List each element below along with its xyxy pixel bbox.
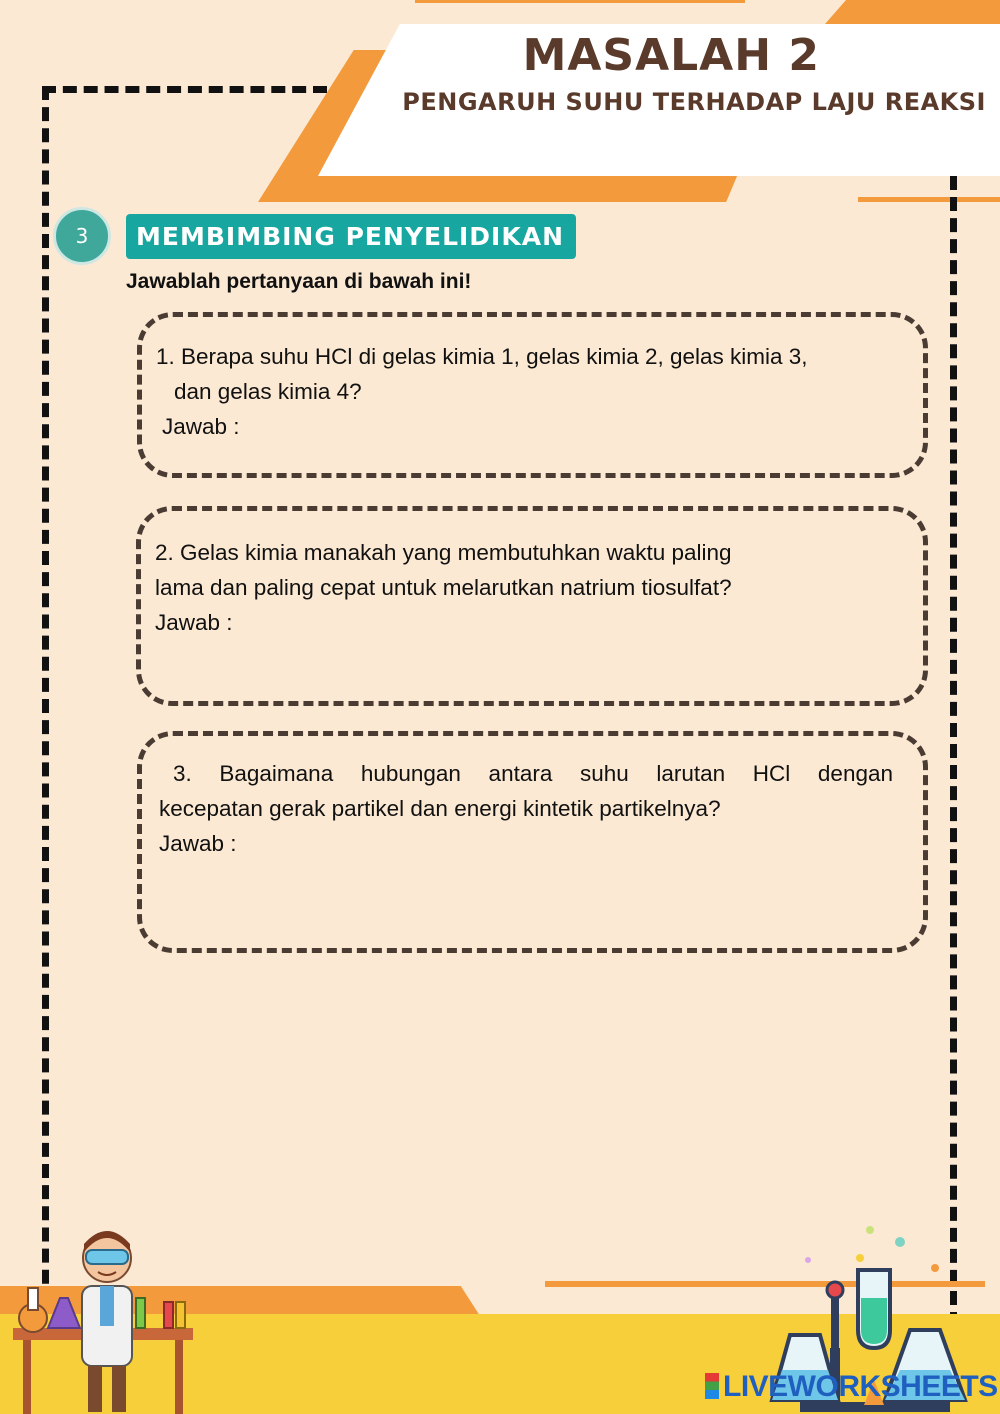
page-title: MASALAH 2	[522, 30, 820, 81]
liveworksheets-logo-icon	[705, 1373, 719, 1399]
question-3-line-2: kecepatan gerak partikel dan energi kintetik partikelnya?	[159, 796, 721, 821]
question-1-line-2: dan gelas kimia 4?	[174, 379, 362, 404]
question-2-answer-label[interactable]: Jawab :	[155, 610, 233, 635]
frame-border-left	[42, 86, 49, 1326]
top-decor-triangle	[825, 0, 1000, 24]
header-right-line	[858, 197, 1000, 202]
question-box-2	[136, 506, 928, 706]
question-box-1	[137, 312, 928, 478]
question-2-line-2: lama dan paling cepat untuk melarutkan natrium tiosulfat?	[155, 575, 732, 600]
question-1-line-1: 1. Berapa suhu HCl di gelas kimia 1, gelas kimia 2, gelas kimia 3,	[156, 344, 808, 369]
frame-border-right	[950, 176, 957, 1326]
question-2-line-1: 2. Gelas kimia manakah yang membutuhkan waktu paling	[155, 540, 732, 565]
scientist-illustration	[8, 1228, 198, 1414]
question-3-line-1: 3. Bagaimana hubungan antara suhu larutan HCl dengan	[173, 761, 893, 786]
section-heading: MEMBIMBING PENYELIDIKAN	[126, 214, 576, 259]
question-3-answer-label[interactable]: Jawab :	[159, 831, 237, 856]
page-subtitle: PENGARUH SUHU TERHADAP LAJU REAKSI	[402, 88, 986, 116]
instruction-text: Jawablah pertanyaan di bawah ini!	[126, 270, 472, 293]
top-decor-line	[415, 0, 745, 3]
watermark-text: LIVEWORKSHEETS	[723, 1370, 998, 1403]
frame-border-top	[42, 86, 327, 93]
question-1-answer-label[interactable]: Jawab :	[162, 414, 240, 439]
step-number-badge: 3	[53, 207, 111, 265]
liveworksheets-watermark	[705, 1370, 998, 1404]
question-box-3	[137, 731, 928, 953]
